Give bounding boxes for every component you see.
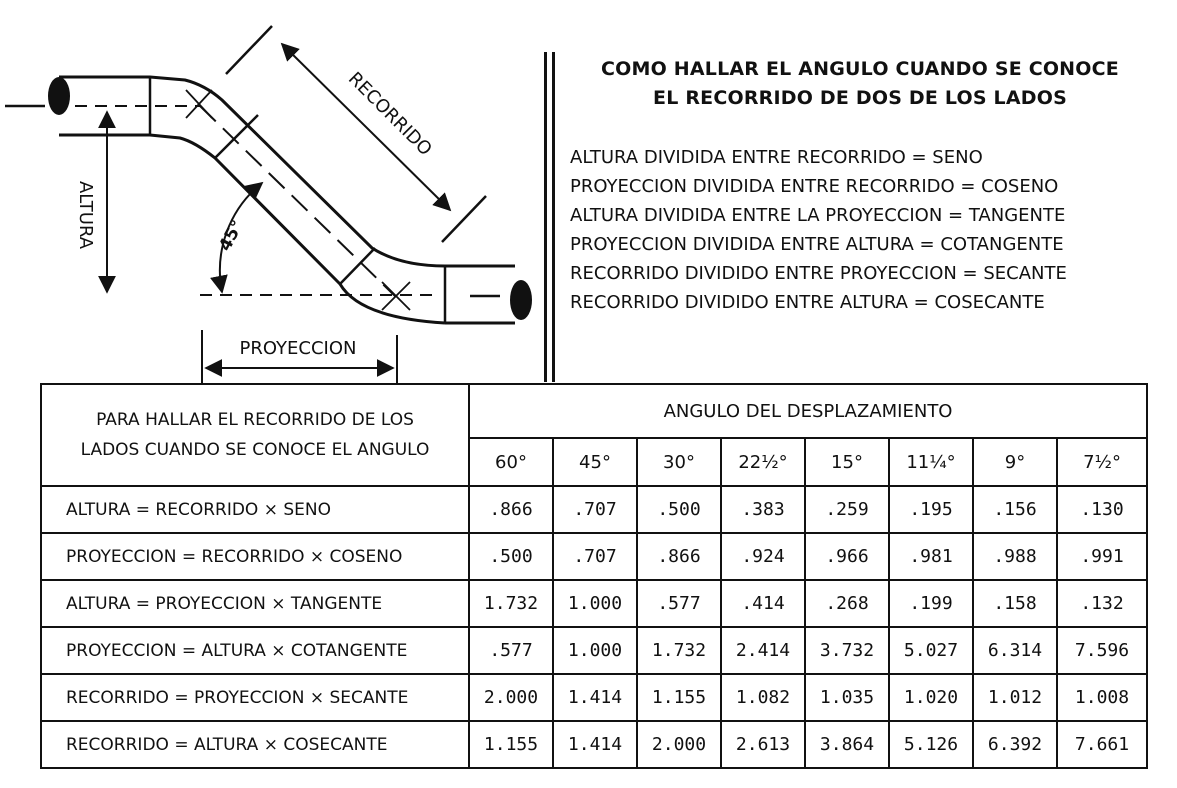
rule-cotangente: PROYECCION DIVIDIDA ENTRE ALTURA = COTANGENTE bbox=[570, 234, 1064, 255]
right-pipe-end bbox=[510, 280, 532, 320]
table-cell: .132 bbox=[1057, 580, 1147, 627]
recorrido-extension-top bbox=[226, 26, 272, 74]
table-cell: .866 bbox=[637, 533, 721, 580]
angle-header: 30° bbox=[637, 438, 721, 486]
table-cell: 7.661 bbox=[1057, 721, 1147, 768]
rule-secante: RECORRIDO DIVIDIDO ENTRE PROYECCION = SECANTE bbox=[570, 263, 1067, 284]
rule-tangente: ALTURA DIVIDIDA ENTRE LA PROYECCION = TANGENTE bbox=[570, 205, 1066, 226]
proyeccion-label: PROYECCION bbox=[239, 338, 357, 359]
table-cell: 1.082 bbox=[721, 674, 805, 721]
pipe-offset-diagram bbox=[0, 0, 545, 395]
table-cell: 1.008 bbox=[1057, 674, 1147, 721]
table-cell: 3.732 bbox=[805, 627, 889, 674]
table-row bbox=[41, 627, 1147, 674]
recorrido-extension-bottom bbox=[442, 196, 486, 242]
table-cell: .156 bbox=[973, 486, 1057, 533]
table-row bbox=[41, 674, 1147, 721]
table-cell: .500 bbox=[469, 533, 553, 580]
table-cell: 1.000 bbox=[553, 580, 637, 627]
rule-seno: ALTURA DIVIDIDA ENTRE RECORRIDO = SENO bbox=[570, 147, 983, 168]
table-cell: 5.027 bbox=[889, 627, 973, 674]
left-pipe-end bbox=[48, 77, 70, 115]
table-cell: .707 bbox=[553, 533, 637, 580]
altura-label: ALTURA bbox=[75, 180, 96, 250]
table-cell: .991 bbox=[1057, 533, 1147, 580]
table-cell: .981 bbox=[889, 533, 973, 580]
table-cell: 1.012 bbox=[973, 674, 1057, 721]
table-cell: 1.155 bbox=[469, 721, 553, 768]
table-cell: 2.613 bbox=[721, 721, 805, 768]
rules-title-line1: COMO HALLAR EL ANGULO CUANDO SE CONOCE bbox=[601, 58, 1119, 80]
table-cell: .414 bbox=[721, 580, 805, 627]
table-row bbox=[41, 721, 1147, 768]
table-cell: .577 bbox=[637, 580, 721, 627]
rules-title bbox=[560, 55, 1160, 113]
table-cell: 6.314 bbox=[973, 627, 1057, 674]
table-cell: 6.392 bbox=[973, 721, 1057, 768]
row-formula: ALTURA = PROYECCION × TANGENTE bbox=[41, 580, 469, 627]
angle-header: 45° bbox=[553, 438, 637, 486]
row-formula: PROYECCION = ALTURA × COTANGENTE bbox=[41, 627, 469, 674]
table-cell: .130 bbox=[1057, 486, 1147, 533]
table-cell: .199 bbox=[889, 580, 973, 627]
table-row bbox=[41, 533, 1147, 580]
table-cell: .268 bbox=[805, 580, 889, 627]
table-cell: 5.126 bbox=[889, 721, 973, 768]
table-cell: .259 bbox=[805, 486, 889, 533]
table-cell: .158 bbox=[973, 580, 1057, 627]
table-cell: 3.864 bbox=[805, 721, 889, 768]
angle-header: 7½° bbox=[1057, 438, 1147, 486]
separator-line-right bbox=[552, 52, 555, 382]
rules-title-line2: EL RECORRIDO DE DOS DE LOS LADOS bbox=[653, 87, 1067, 109]
table-cell: 2.000 bbox=[469, 674, 553, 721]
table-cell: .383 bbox=[721, 486, 805, 533]
angle-header: 22½° bbox=[721, 438, 805, 486]
corner-line2: LADOS CUANDO SE CONOCE EL ANGULO bbox=[80, 440, 430, 460]
table-cell: .500 bbox=[637, 486, 721, 533]
recorrido-label: RECORRIDO bbox=[343, 68, 436, 161]
row-formula: PROYECCION = RECORRIDO × COSENO bbox=[41, 533, 469, 580]
row-formula: RECORRIDO = ALTURA × COSECANTE bbox=[41, 721, 469, 768]
offset-factor-table bbox=[40, 383, 1148, 769]
angle-group-header: ANGULO DEL DESPLAZAMIENTO bbox=[469, 384, 1147, 438]
table-cell: 2.414 bbox=[721, 627, 805, 674]
table-corner-header bbox=[41, 384, 469, 486]
lower-diagonal-joint bbox=[340, 248, 375, 284]
table-cell: 1.020 bbox=[889, 674, 973, 721]
table-cell: 1.414 bbox=[553, 674, 637, 721]
diagonal-centerline bbox=[200, 106, 395, 296]
rule-coseno: PROYECCION DIVIDIDA ENTRE RECORRIDO = COSENO bbox=[570, 176, 1059, 197]
table-cell: .988 bbox=[973, 533, 1057, 580]
rule-cosecante: RECORRIDO DIVIDIDO ENTRE ALTURA = COSECANTE bbox=[570, 292, 1045, 313]
angle-header: 60° bbox=[469, 438, 553, 486]
table-row bbox=[41, 486, 1147, 533]
row-formula: ALTURA = RECORRIDO × SENO bbox=[41, 486, 469, 533]
angle-label: 45° bbox=[215, 216, 248, 255]
table-cell: .577 bbox=[469, 627, 553, 674]
table-cell: .866 bbox=[469, 486, 553, 533]
table-cell: 7.596 bbox=[1057, 627, 1147, 674]
corner-line1: PARA HALLAR EL RECORRIDO DE LOS bbox=[96, 410, 414, 430]
separator-line-left bbox=[544, 52, 547, 382]
angle-header: 9° bbox=[973, 438, 1057, 486]
table-cell: 1.414 bbox=[553, 721, 637, 768]
table-cell: 1.732 bbox=[469, 580, 553, 627]
table-cell: .966 bbox=[805, 533, 889, 580]
table-cell: 1.732 bbox=[637, 627, 721, 674]
table-row bbox=[41, 580, 1147, 627]
table-cell: 1.000 bbox=[553, 627, 637, 674]
row-formula: RECORRIDO = PROYECCION × SECANTE bbox=[41, 674, 469, 721]
table-cell: 2.000 bbox=[637, 721, 721, 768]
upper-diagonal-joint bbox=[215, 115, 258, 158]
table-cell: .707 bbox=[553, 486, 637, 533]
angle-header: 15° bbox=[805, 438, 889, 486]
table-cell: 1.035 bbox=[805, 674, 889, 721]
angle-header: 11¼° bbox=[889, 438, 973, 486]
table-cell: 1.155 bbox=[637, 674, 721, 721]
table-cell: .195 bbox=[889, 486, 973, 533]
table-cell: .924 bbox=[721, 533, 805, 580]
rules-list bbox=[570, 143, 1067, 317]
